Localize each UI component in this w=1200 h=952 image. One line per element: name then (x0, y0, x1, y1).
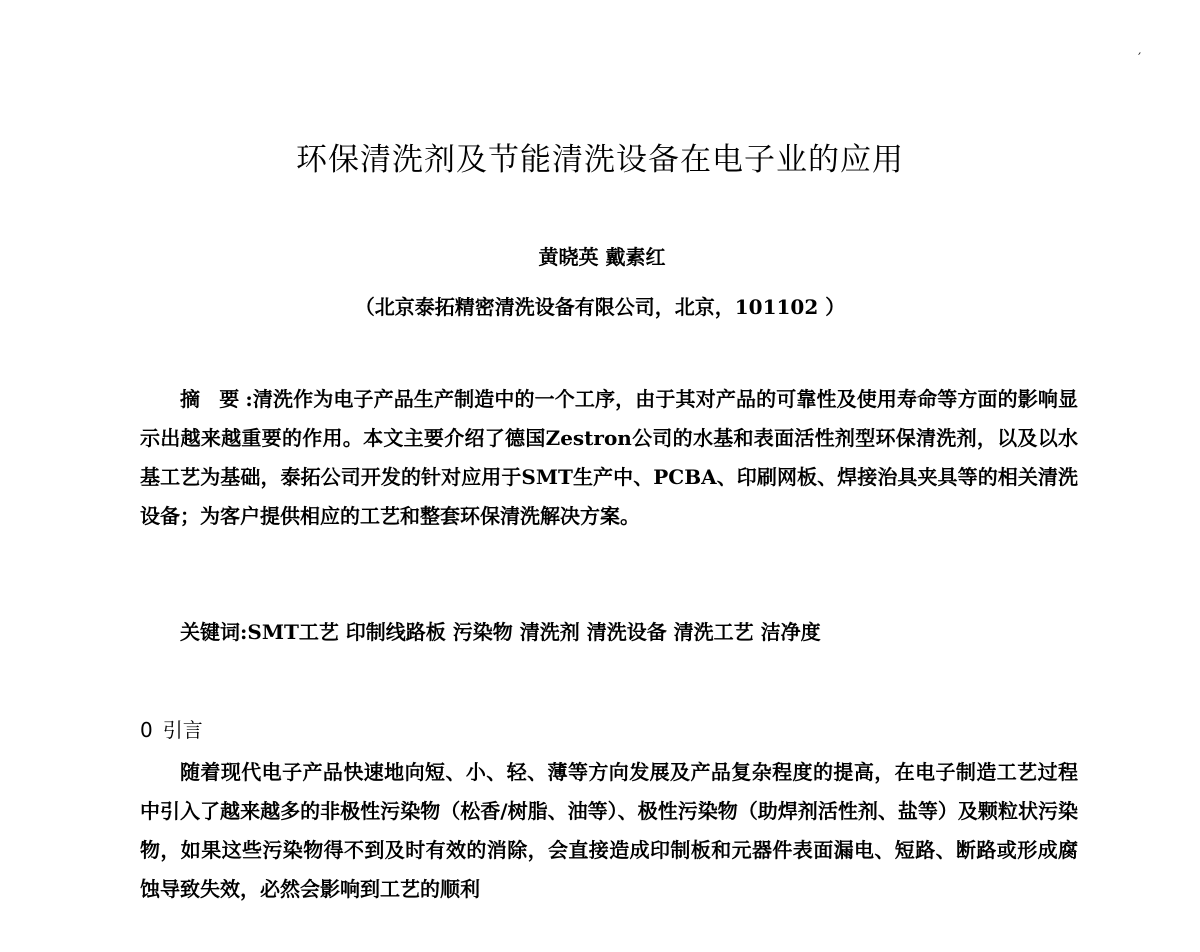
section-number: 0 (140, 718, 153, 742)
keywords-label: 关键词 (180, 620, 240, 644)
intro-paragraph: 随着现代电子产品快速地向短、小、轻、薄等方向发展及产品复杂程度的提高，在电子制造工艺过程中引入了越来越多的非极性污染物（松香/树脂、油等）、极性污染物（助焊剂活性剂、盐等）及颗粒状污染物，如果这些污染物得不到及时有效的消除，会直接造成印制板和元器件表面漏电、短路、断路或形成腐蚀导致失效，必然会影响到工艺的顺利 (140, 760, 1078, 901)
affiliation: （北京泰拓精密清洗设备有限公司，北京，101102 ） (354, 295, 846, 319)
paper-title: 环保清洗剂及节能清洗设备在电子业的应用 (296, 142, 904, 178)
keywords-text: :SMT工艺 印制线路板 污染物 清洗剂 清洗设备 清洗工艺 洁净度 (240, 620, 821, 644)
keywords-paragraph (140, 613, 1078, 652)
section-heading (140, 715, 203, 745)
abstract-paragraph (140, 380, 1078, 536)
section-title: 引言 (162, 718, 203, 742)
authors: 黄晓英 戴素红 (538, 245, 666, 269)
abstract-label: 摘 要 (180, 387, 246, 411)
corner-mark: ′ (1138, 51, 1142, 67)
abstract-text: :清洗作为电子产品生产制造中的一个工序，由于其对产品的可靠性及使用寿命等方面的影响显示出越来越重要的作用。本文主要介绍了德国Zestron公司的水基和表面活性剂型环保清洗剂，以及以水基工艺为基础，泰拓公司开发的针对应用于SMT生产中、PCBA、印刷网板、焊接治具夹具等的相关清洗设备；为客户提供相应的工艺和整套环保清洗解决方案。 (140, 387, 1078, 528)
